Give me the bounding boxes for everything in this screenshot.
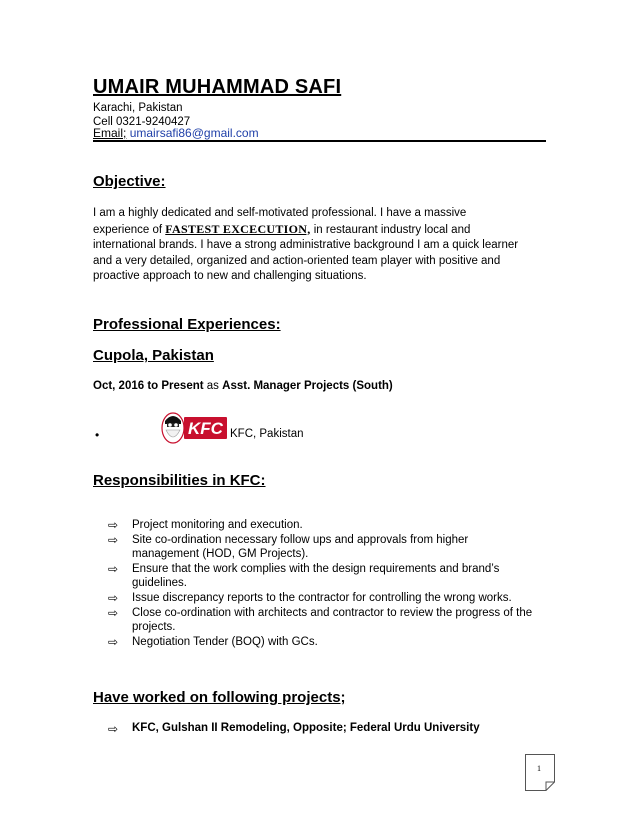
email-line bbox=[93, 126, 259, 140]
objective-text-1: I am a highly dedicated and self-motivated professional. I have a massive experience of bbox=[93, 207, 467, 236]
employment-period: Oct, 2016 to Present bbox=[93, 380, 204, 392]
list-item-text: Negotiation Tender (BOQ) with GCs. bbox=[132, 635, 318, 648]
list-item-text: KFC, Gulshan II Remodeling, Opposite; Federal Urdu University bbox=[132, 722, 480, 734]
projects-list bbox=[108, 722, 548, 734]
list-item bbox=[108, 722, 548, 734]
experience-heading: Professional Experiences: bbox=[93, 316, 281, 333]
list-item-text: Site co-ordination necessary follow ups and approvals from higher management (HOD, GM Projects). bbox=[132, 533, 469, 561]
arrow-bullet-icon: ⇨ bbox=[108, 532, 119, 547]
page-number: 1 bbox=[537, 764, 541, 773]
company-heading: Cupola, Pakistan bbox=[93, 347, 214, 364]
list-item bbox=[108, 518, 538, 533]
arrow-bullet-icon: ⇨ bbox=[108, 722, 119, 736]
header-divider bbox=[93, 140, 546, 142]
list-item-text: Issue discrepancy reports to the contractor for controlling the wrong works. bbox=[132, 591, 512, 604]
role-line bbox=[93, 380, 393, 392]
as-word: as bbox=[206, 380, 219, 392]
arrow-bullet-icon: ⇨ bbox=[108, 518, 119, 532]
bullet-dot-icon: • bbox=[95, 428, 100, 442]
projects-heading: Have worked on following projects; bbox=[93, 689, 346, 706]
list-item bbox=[108, 533, 538, 562]
responsibilities-heading: Responsibilities in KFC: bbox=[93, 472, 266, 489]
objective-text-2: in restaurant industry local and international brands. I have a strong administrative background I am a quick learner and a very detailed, organized and action-oriented team player with positive and proactive approach to new and challenging situations. bbox=[93, 223, 519, 282]
list-item bbox=[108, 606, 538, 635]
arrow-bullet-icon: ⇨ bbox=[108, 605, 119, 620]
list-item-text: Ensure that the work complies with the design requirements and brand’s guidelines. bbox=[132, 562, 500, 590]
client-label: KFC, Pakistan bbox=[230, 428, 304, 440]
arrow-bullet-icon: ⇨ bbox=[108, 590, 119, 605]
objective-emphasis: FASTEST EXCECUTION, bbox=[165, 221, 311, 236]
job-title: Asst. Manager Projects (South) bbox=[222, 380, 393, 392]
email-label: Email; bbox=[93, 126, 127, 140]
candidate-name: UMAIR MUHAMMAD SAFI bbox=[93, 76, 342, 98]
kfc-logo bbox=[160, 410, 228, 446]
list-item bbox=[108, 635, 538, 650]
list-item bbox=[108, 591, 538, 606]
arrow-bullet-icon: ⇨ bbox=[108, 561, 119, 576]
page-number-box bbox=[525, 754, 555, 791]
list-item-text: Project monitoring and execution. bbox=[132, 519, 303, 531]
location-text: Karachi, Pakistan bbox=[93, 102, 183, 114]
list-item bbox=[108, 562, 538, 591]
objective-heading: Objective: bbox=[93, 173, 166, 190]
responsibilities-list bbox=[108, 518, 538, 649]
email-link[interactable]: umairsafi86@gmail.com bbox=[129, 126, 259, 140]
list-item-text: Close co-ordination with architects and contractor to review the progress of the projects. bbox=[132, 606, 533, 634]
objective-paragraph bbox=[93, 206, 523, 285]
arrow-bullet-icon: ⇨ bbox=[108, 634, 119, 649]
cell-text: Cell 0321-9240427 bbox=[93, 116, 191, 128]
kfc-logo-text: KFC bbox=[188, 419, 223, 438]
